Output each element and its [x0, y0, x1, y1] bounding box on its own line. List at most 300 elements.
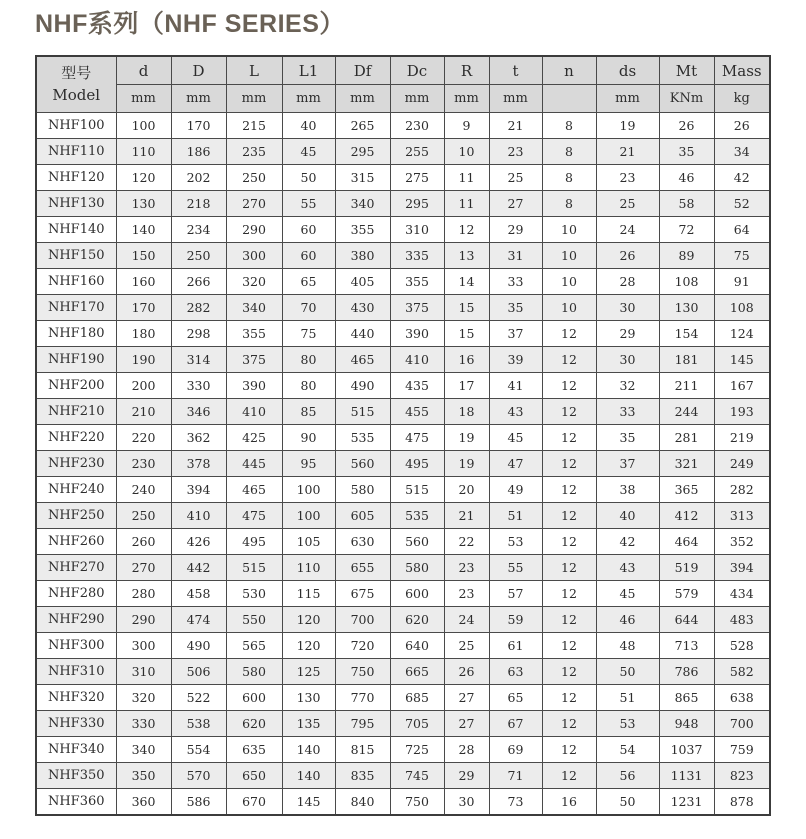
value-cell: 28	[444, 737, 489, 763]
table-row	[36, 269, 770, 295]
value-cell: 31	[489, 243, 542, 269]
value-cell: 375	[226, 347, 282, 373]
model-cell: NHF350	[36, 763, 116, 789]
value-cell: 47	[489, 451, 542, 477]
value-cell: 655	[335, 555, 390, 581]
value-cell: 700	[335, 607, 390, 633]
value-cell: 12	[542, 425, 596, 451]
model-cell: NHF120	[36, 165, 116, 191]
value-cell: 435	[390, 373, 444, 399]
table-row	[36, 659, 770, 685]
value-cell: 34	[714, 139, 770, 165]
table-row	[36, 217, 770, 243]
value-cell: 330	[116, 711, 171, 737]
value-cell: 181	[659, 347, 714, 373]
value-cell: 150	[116, 243, 171, 269]
value-cell: 125	[282, 659, 335, 685]
value-cell: 45	[596, 581, 659, 607]
value-cell: 49	[489, 477, 542, 503]
value-cell: 219	[714, 425, 770, 451]
table-row	[36, 425, 770, 451]
value-cell: 570	[171, 763, 226, 789]
model-cell: NHF180	[36, 321, 116, 347]
value-cell: 475	[390, 425, 444, 451]
value-cell: 10	[542, 295, 596, 321]
spec-table-head	[36, 56, 770, 113]
model-cell: NHF270	[36, 555, 116, 581]
table-row	[36, 373, 770, 399]
value-cell: 100	[282, 503, 335, 529]
value-cell: 53	[596, 711, 659, 737]
table-row	[36, 321, 770, 347]
value-cell: 458	[171, 581, 226, 607]
value-cell: 290	[226, 217, 282, 243]
value-cell: 300	[116, 633, 171, 659]
spec-table-body	[36, 113, 770, 816]
table-row	[36, 139, 770, 165]
value-cell: 12	[542, 529, 596, 555]
value-cell: 186	[171, 139, 226, 165]
value-cell: 72	[659, 217, 714, 243]
value-cell: 620	[226, 711, 282, 737]
value-cell: 786	[659, 659, 714, 685]
value-cell: 295	[390, 191, 444, 217]
value-cell: 12	[542, 555, 596, 581]
value-cell: 410	[390, 347, 444, 373]
value-cell: 474	[171, 607, 226, 633]
value-cell: 110	[116, 139, 171, 165]
value-cell: 835	[335, 763, 390, 789]
table-row	[36, 347, 770, 373]
value-cell: 580	[390, 555, 444, 581]
value-cell: 105	[282, 529, 335, 555]
value-cell: 60	[282, 243, 335, 269]
table-row	[36, 503, 770, 529]
value-cell: 110	[282, 555, 335, 581]
value-cell: 579	[659, 581, 714, 607]
model-cell: NHF110	[36, 139, 116, 165]
value-cell: 65	[282, 269, 335, 295]
value-cell: 12	[542, 321, 596, 347]
value-cell: 58	[659, 191, 714, 217]
value-cell: 240	[116, 477, 171, 503]
model-cell: NHF340	[36, 737, 116, 763]
model-cell: NHF300	[36, 633, 116, 659]
value-cell: 46	[659, 165, 714, 191]
value-cell: 745	[390, 763, 444, 789]
value-cell: 12	[542, 581, 596, 607]
value-cell: 26	[659, 113, 714, 139]
value-cell: 12	[542, 347, 596, 373]
table-row	[36, 529, 770, 555]
value-cell: 580	[335, 477, 390, 503]
table-row	[36, 581, 770, 607]
value-cell: 335	[390, 243, 444, 269]
table-row	[36, 165, 770, 191]
model-cell: NHF310	[36, 659, 116, 685]
table-row	[36, 191, 770, 217]
value-cell: 249	[714, 451, 770, 477]
value-cell: 120	[116, 165, 171, 191]
model-cell: NHF170	[36, 295, 116, 321]
model-cell: NHF240	[36, 477, 116, 503]
value-cell: 314	[171, 347, 226, 373]
value-cell: 115	[282, 581, 335, 607]
value-cell: 270	[116, 555, 171, 581]
value-cell: 565	[226, 633, 282, 659]
model-cell: NHF220	[36, 425, 116, 451]
value-cell: 135	[282, 711, 335, 737]
table-row	[36, 399, 770, 425]
value-cell: 145	[714, 347, 770, 373]
value-cell: 130	[116, 191, 171, 217]
value-cell: 12	[542, 737, 596, 763]
value-cell: 290	[116, 607, 171, 633]
value-cell: 560	[335, 451, 390, 477]
column-unit-df: mm	[335, 85, 390, 113]
value-cell: 54	[596, 737, 659, 763]
value-cell: 340	[116, 737, 171, 763]
value-cell: 519	[659, 555, 714, 581]
value-cell: 340	[335, 191, 390, 217]
value-cell: 12	[542, 633, 596, 659]
value-cell: 140	[282, 737, 335, 763]
value-cell: 218	[171, 191, 226, 217]
column-unit-r: mm	[444, 85, 489, 113]
value-cell: 315	[335, 165, 390, 191]
value-cell: 620	[390, 607, 444, 633]
value-cell: 19	[444, 451, 489, 477]
value-cell: 605	[335, 503, 390, 529]
value-cell: 85	[282, 399, 335, 425]
column-unit-d: mm	[116, 85, 171, 113]
table-row	[36, 555, 770, 581]
value-cell: 321	[659, 451, 714, 477]
value-cell: 352	[714, 529, 770, 555]
table-row	[36, 763, 770, 789]
value-cell: 37	[489, 321, 542, 347]
value-cell: 29	[444, 763, 489, 789]
value-cell: 355	[335, 217, 390, 243]
value-cell: 17	[444, 373, 489, 399]
value-cell: 506	[171, 659, 226, 685]
value-cell: 140	[116, 217, 171, 243]
value-cell: 21	[489, 113, 542, 139]
value-cell: 130	[659, 295, 714, 321]
value-cell: 320	[226, 269, 282, 295]
value-cell: 1231	[659, 789, 714, 816]
value-cell: 515	[335, 399, 390, 425]
column-header-mass: Mass	[714, 56, 770, 85]
value-cell: 483	[714, 607, 770, 633]
value-cell: 670	[226, 789, 282, 816]
value-cell: 340	[226, 295, 282, 321]
value-cell: 12	[542, 477, 596, 503]
value-cell: 8	[542, 139, 596, 165]
value-cell: 53	[489, 529, 542, 555]
value-cell: 1037	[659, 737, 714, 763]
value-cell: 12	[542, 373, 596, 399]
model-cell: NHF230	[36, 451, 116, 477]
table-row	[36, 685, 770, 711]
model-column-header	[36, 56, 116, 113]
value-cell: 295	[335, 139, 390, 165]
value-cell: 475	[226, 503, 282, 529]
value-cell: 202	[171, 165, 226, 191]
model-cell: NHF320	[36, 685, 116, 711]
value-cell: 948	[659, 711, 714, 737]
value-cell: 25	[444, 633, 489, 659]
table-row	[36, 737, 770, 763]
model-cell: NHF130	[36, 191, 116, 217]
column-header-mt: Mt	[659, 56, 714, 85]
value-cell: 33	[596, 399, 659, 425]
value-cell: 635	[226, 737, 282, 763]
value-cell: 362	[171, 425, 226, 451]
value-cell: 425	[226, 425, 282, 451]
model-cell: NHF200	[36, 373, 116, 399]
value-cell: 795	[335, 711, 390, 737]
column-unit-mass: kg	[714, 85, 770, 113]
value-cell: 250	[116, 503, 171, 529]
value-cell: 378	[171, 451, 226, 477]
value-cell: 154	[659, 321, 714, 347]
value-cell: 67	[489, 711, 542, 737]
value-cell: 48	[596, 633, 659, 659]
value-cell: 365	[659, 477, 714, 503]
value-cell: 60	[282, 217, 335, 243]
value-cell: 535	[390, 503, 444, 529]
column-header-t: t	[489, 56, 542, 85]
value-cell: 220	[116, 425, 171, 451]
value-cell: 89	[659, 243, 714, 269]
value-cell: 522	[171, 685, 226, 711]
model-cell: NHF140	[36, 217, 116, 243]
value-cell: 40	[596, 503, 659, 529]
value-cell: 250	[171, 243, 226, 269]
table-row	[36, 607, 770, 633]
value-cell: 57	[489, 581, 542, 607]
value-cell: 12	[542, 503, 596, 529]
value-cell: 440	[335, 321, 390, 347]
value-cell: 346	[171, 399, 226, 425]
value-cell: 15	[444, 321, 489, 347]
column-unit-l: mm	[226, 85, 282, 113]
model-cell: NHF260	[36, 529, 116, 555]
value-cell: 244	[659, 399, 714, 425]
value-cell: 865	[659, 685, 714, 711]
value-cell: 600	[390, 581, 444, 607]
value-cell: 350	[116, 763, 171, 789]
value-cell: 405	[335, 269, 390, 295]
value-cell: 281	[659, 425, 714, 451]
value-cell: 330	[171, 373, 226, 399]
value-cell: 495	[226, 529, 282, 555]
value-cell: 55	[489, 555, 542, 581]
value-cell: 70	[282, 295, 335, 321]
value-cell: 535	[335, 425, 390, 451]
value-cell: 55	[282, 191, 335, 217]
value-cell: 528	[714, 633, 770, 659]
value-cell: 560	[390, 529, 444, 555]
value-cell: 37	[596, 451, 659, 477]
value-cell: 90	[282, 425, 335, 451]
value-cell: 61	[489, 633, 542, 659]
value-cell: 705	[390, 711, 444, 737]
value-cell: 412	[659, 503, 714, 529]
value-cell: 51	[489, 503, 542, 529]
column-unit-n	[542, 85, 596, 113]
value-cell: 665	[390, 659, 444, 685]
value-cell: 230	[390, 113, 444, 139]
value-cell: 16	[542, 789, 596, 816]
value-cell: 375	[390, 295, 444, 321]
value-cell: 310	[390, 217, 444, 243]
value-cell: 355	[226, 321, 282, 347]
table-row	[36, 477, 770, 503]
value-cell: 59	[489, 607, 542, 633]
value-cell: 33	[489, 269, 542, 295]
value-cell: 282	[171, 295, 226, 321]
value-cell: 554	[171, 737, 226, 763]
value-cell: 495	[390, 451, 444, 477]
value-cell: 255	[390, 139, 444, 165]
table-row	[36, 711, 770, 737]
value-cell: 442	[171, 555, 226, 581]
value-cell: 45	[282, 139, 335, 165]
table-row	[36, 633, 770, 659]
value-cell: 40	[282, 113, 335, 139]
value-cell: 108	[714, 295, 770, 321]
table-row	[36, 113, 770, 139]
value-cell: 38	[596, 477, 659, 503]
model-cell: NHF150	[36, 243, 116, 269]
model-cell: NHF290	[36, 607, 116, 633]
value-cell: 12	[542, 711, 596, 737]
value-cell: 320	[116, 685, 171, 711]
header-row-units	[36, 85, 770, 113]
value-cell: 434	[714, 581, 770, 607]
model-cell: NHF360	[36, 789, 116, 816]
column-header-df: Df	[335, 56, 390, 85]
value-cell: 12	[542, 399, 596, 425]
column-unit-l1: mm	[282, 85, 335, 113]
value-cell: 840	[335, 789, 390, 816]
value-cell: 167	[714, 373, 770, 399]
value-cell: 73	[489, 789, 542, 816]
value-cell: 43	[596, 555, 659, 581]
value-cell: 24	[596, 217, 659, 243]
value-cell: 650	[226, 763, 282, 789]
value-cell: 12	[444, 217, 489, 243]
value-cell: 580	[226, 659, 282, 685]
value-cell: 394	[171, 477, 226, 503]
value-cell: 190	[116, 347, 171, 373]
column-header-l1: L1	[282, 56, 335, 85]
value-cell: 750	[390, 789, 444, 816]
value-cell: 235	[226, 139, 282, 165]
value-cell: 640	[390, 633, 444, 659]
value-cell: 51	[596, 685, 659, 711]
value-cell: 8	[542, 113, 596, 139]
value-cell: 430	[335, 295, 390, 321]
value-cell: 700	[714, 711, 770, 737]
column-header-r: R	[444, 56, 489, 85]
table-row	[36, 789, 770, 816]
value-cell: 69	[489, 737, 542, 763]
value-cell: 815	[335, 737, 390, 763]
value-cell: 685	[390, 685, 444, 711]
value-cell: 15	[444, 295, 489, 321]
table-row	[36, 451, 770, 477]
value-cell: 759	[714, 737, 770, 763]
value-cell: 100	[116, 113, 171, 139]
value-cell: 42	[714, 165, 770, 191]
value-cell: 310	[116, 659, 171, 685]
value-cell: 750	[335, 659, 390, 685]
value-cell: 193	[714, 399, 770, 425]
value-cell: 490	[335, 373, 390, 399]
model-cell: NHF100	[36, 113, 116, 139]
spec-table	[35, 55, 771, 816]
model-cell: NHF160	[36, 269, 116, 295]
value-cell: 300	[226, 243, 282, 269]
value-cell: 455	[390, 399, 444, 425]
value-cell: 52	[714, 191, 770, 217]
value-cell: 32	[596, 373, 659, 399]
value-cell: 50	[282, 165, 335, 191]
value-cell: 464	[659, 529, 714, 555]
column-unit-t: mm	[489, 85, 542, 113]
value-cell: 515	[226, 555, 282, 581]
value-cell: 11	[444, 165, 489, 191]
value-cell: 45	[489, 425, 542, 451]
value-cell: 130	[282, 685, 335, 711]
value-cell: 100	[282, 477, 335, 503]
column-unit-dc: mm	[390, 85, 444, 113]
value-cell: 878	[714, 789, 770, 816]
value-cell: 234	[171, 217, 226, 243]
value-cell: 75	[714, 243, 770, 269]
value-cell: 43	[489, 399, 542, 425]
table-row	[36, 295, 770, 321]
value-cell: 95	[282, 451, 335, 477]
value-cell: 80	[282, 373, 335, 399]
column-header-l: L	[226, 56, 282, 85]
value-cell: 26	[714, 113, 770, 139]
value-cell: 10	[542, 269, 596, 295]
value-cell: 260	[116, 529, 171, 555]
value-cell: 16	[444, 347, 489, 373]
value-cell: 12	[542, 607, 596, 633]
value-cell: 65	[489, 685, 542, 711]
column-header-ds: ds	[596, 56, 659, 85]
value-cell: 630	[335, 529, 390, 555]
value-cell: 426	[171, 529, 226, 555]
value-cell: 35	[659, 139, 714, 165]
value-cell: 10	[542, 217, 596, 243]
value-cell: 275	[390, 165, 444, 191]
model-cell: NHF330	[36, 711, 116, 737]
value-cell: 675	[335, 581, 390, 607]
value-cell: 26	[596, 243, 659, 269]
value-cell: 23	[444, 581, 489, 607]
value-cell: 29	[489, 217, 542, 243]
column-header-dc: Dc	[390, 56, 444, 85]
value-cell: 160	[116, 269, 171, 295]
value-cell: 42	[596, 529, 659, 555]
value-cell: 380	[335, 243, 390, 269]
